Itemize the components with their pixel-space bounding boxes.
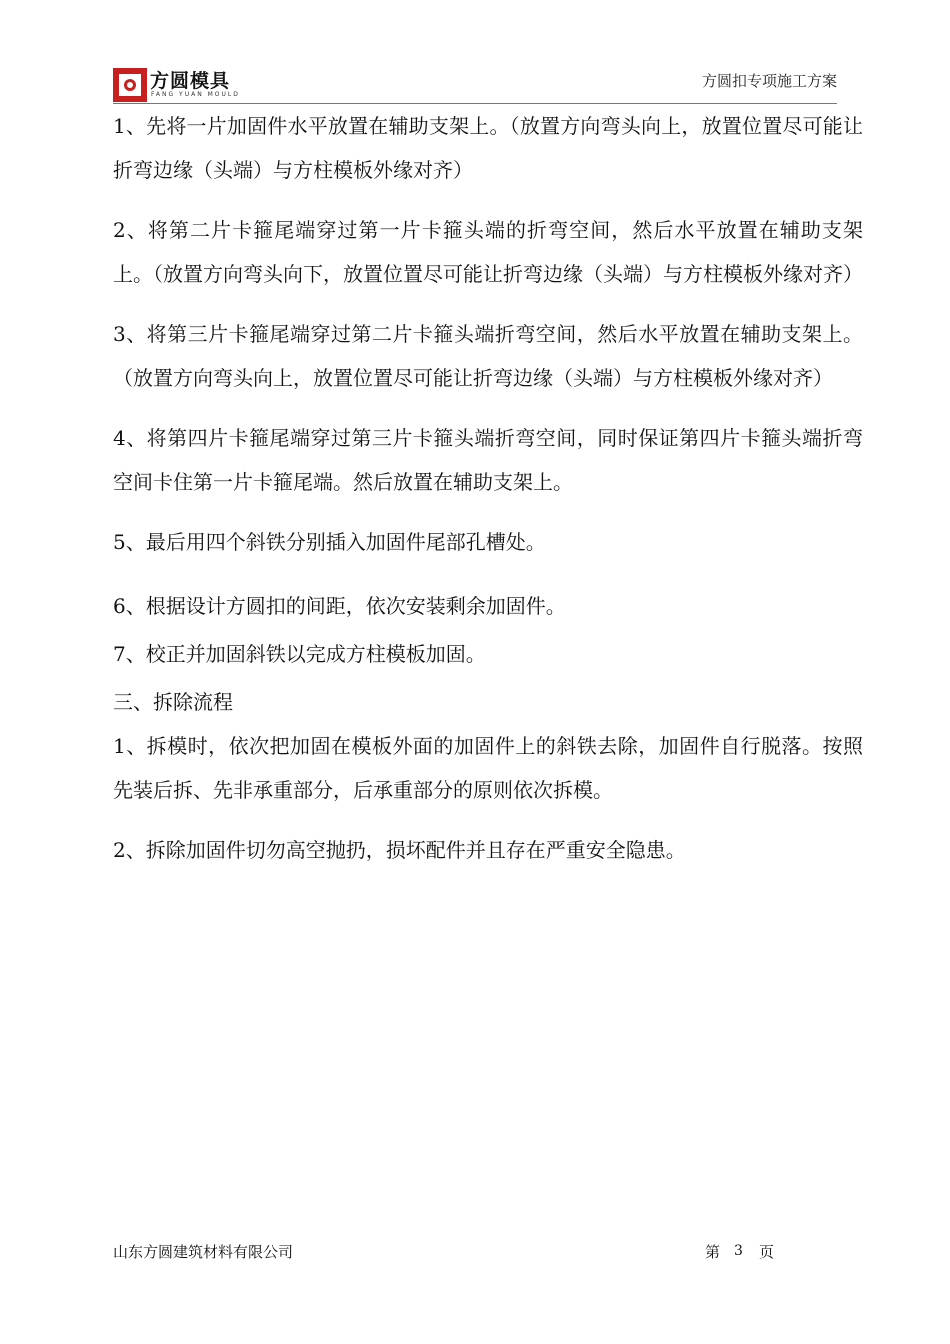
- company-logo: [113, 68, 240, 102]
- logo-mark-icon: [113, 68, 147, 102]
- step-4: 4、将第四片卡箍尾端穿过第三片卡箍头端折弯空间，同时保证第四片卡箍头端折弯空间卡住第一片卡箍尾端。然后放置在辅助支架上。: [113, 426, 863, 494]
- removal-step-1: 1、拆模时，依次把加固在模板外面的加固件上的斜铁去除，加固件自行脱落。按照先装后拆、先非承重部分，后承重部分的原则依次拆模。: [113, 734, 863, 802]
- step-1: 1、先将一片加固件水平放置在辅助支架上。（放置方向弯头向上，放置位置尽可能让折弯边缘（头端）与方柱模板外缘对齐）: [113, 114, 863, 182]
- step-6: 6、根据设计方圆扣的间距，依次安装剩余加固件。: [113, 594, 566, 618]
- step-7: 7、校正并加固斜铁以完成方柱模板加固。: [113, 642, 486, 666]
- document-title: 方圆扣专项施工方案: [701, 72, 837, 90]
- section-heading: 三、拆除流程: [113, 690, 233, 714]
- logo-subtitle: FANG YUAN MOULD: [151, 91, 240, 98]
- step-2: 2、将第二片卡箍尾端穿过第一片卡箍头端的折弯空间，然后水平放置在辅助支架上。（放置方向弯头向下，放置位置尽可能让折弯边缘（头端）与方柱模板外缘对齐）: [113, 218, 863, 286]
- page-footer: [113, 1241, 837, 1271]
- company-name: 山东方圆建筑材料有限公司: [113, 1243, 294, 1261]
- removal-step-2: 2、拆除加固件切勿高空抛扔，损坏配件并且存在严重安全隐患。: [113, 838, 686, 862]
- page-label-suffix: 页: [759, 1243, 775, 1261]
- step-3: 3、将第三片卡箍尾端穿过第二片卡箍头端折弯空间，然后水平放置在辅助支架上。（放置方向弯头向上，放置位置尽可能让折弯边缘（头端）与方柱模板外缘对齐）: [113, 322, 863, 390]
- page-number: 3: [734, 1243, 743, 1259]
- page-body: [113, 104, 863, 872]
- page-label-prefix: 第: [705, 1243, 721, 1261]
- step-5: 5、最后用四个斜铁分别插入加固件尾部孔槽处。: [113, 530, 546, 554]
- page-header: [0, 0, 950, 108]
- logo-name: 方圆模具: [150, 70, 231, 92]
